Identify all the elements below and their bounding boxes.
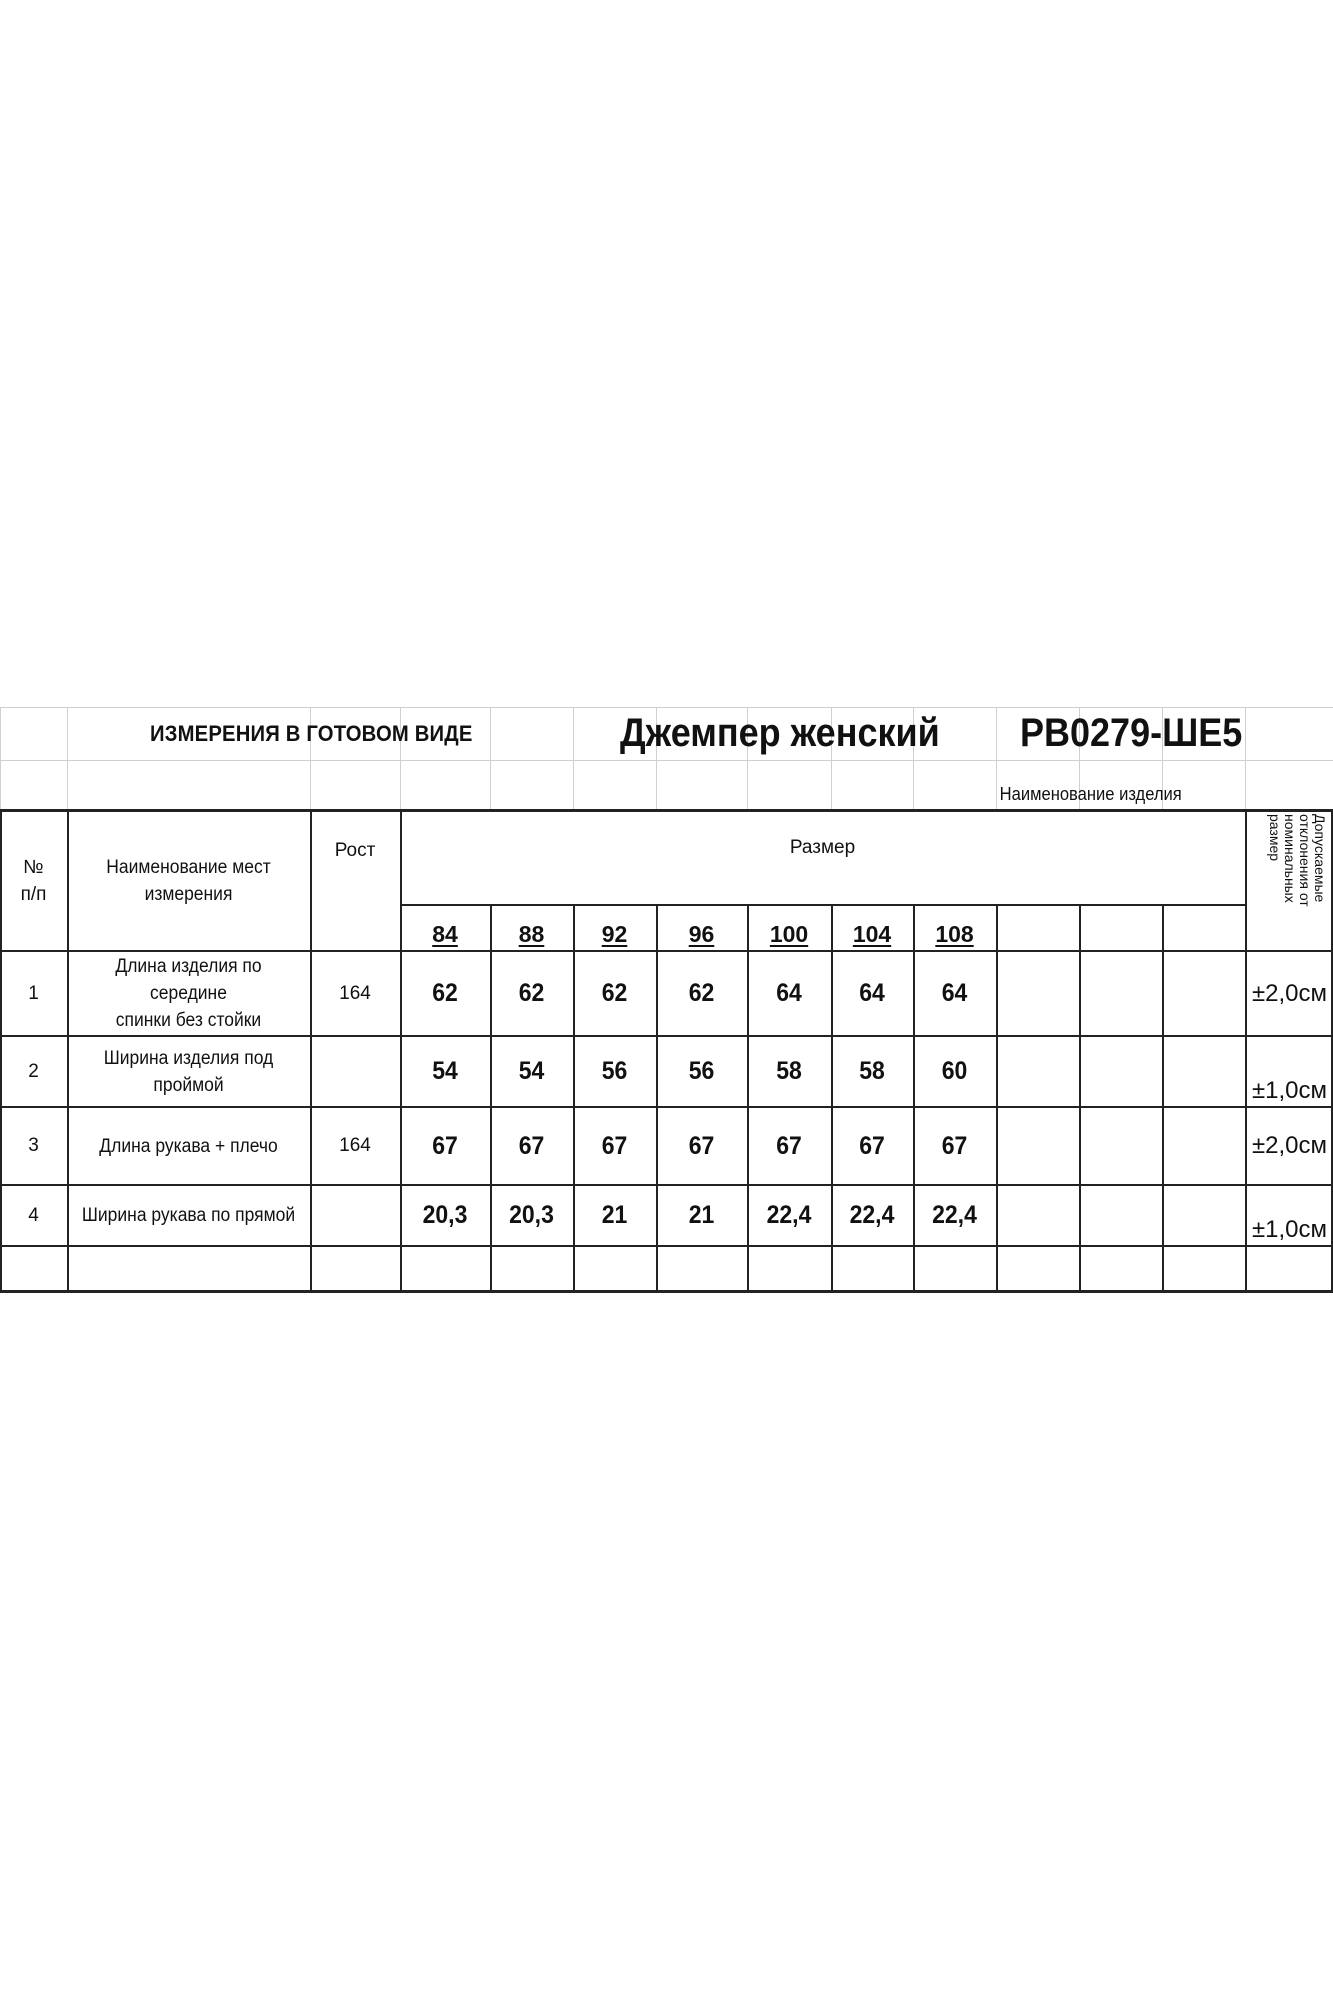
- column-header-number: № п/п: [20, 856, 47, 905]
- measurement-value: 67: [859, 1131, 885, 1160]
- size-column-rule: [996, 904, 998, 1292]
- row-number: 3: [28, 1135, 39, 1156]
- measurement-value: 56: [601, 1057, 628, 1085]
- row-height: 164: [339, 1135, 371, 1156]
- measurement-value: 67: [776, 1131, 802, 1160]
- measurement-name: Ширина изделия под проймой: [103, 1047, 274, 1096]
- row-number: 2: [28, 1060, 39, 1082]
- measurement-name: Длина рукава + плечо: [99, 1135, 278, 1157]
- measurement-value: 67: [688, 1131, 715, 1160]
- row-number: 1: [28, 982, 39, 1004]
- column-header-height: Рост: [334, 839, 376, 861]
- measurement-value: 56: [688, 1057, 715, 1085]
- size-header-104: 104: [852, 921, 892, 947]
- measurement-value: 58: [776, 1057, 802, 1085]
- measurement-value: 22,4: [766, 1201, 812, 1229]
- size-column-rule: [747, 904, 749, 1292]
- row-number: 4: [28, 1204, 39, 1226]
- size-column-rule: [656, 904, 658, 1292]
- size-header-96: 96: [688, 921, 715, 947]
- size-header-100: 100: [769, 921, 809, 947]
- size-column-rule: [831, 904, 833, 1292]
- size-header-88: 88: [518, 921, 545, 947]
- size-header-92: 92: [601, 921, 628, 947]
- measurement-name: Ширина рукава по прямой: [81, 1205, 296, 1226]
- row-height: 164: [339, 982, 371, 1004]
- size-column-rule: [573, 904, 575, 1292]
- measurement-value: 67: [432, 1131, 458, 1160]
- measurement-value: 62: [601, 979, 628, 1007]
- measurement-value: 21: [688, 1201, 715, 1229]
- product-name: Джемпер женский: [620, 711, 940, 755]
- column-header-size: Размер: [789, 836, 856, 858]
- grid-header-line: [0, 760, 1333, 761]
- measurement-value: 20,3: [509, 1201, 554, 1229]
- size-header-84: 84: [432, 921, 458, 947]
- measurement-value: 67: [941, 1131, 968, 1160]
- measurement-value: 64: [941, 979, 968, 1007]
- row-height: [310, 1036, 400, 1107]
- measurement-name: Длина изделия по середине спинки без стойки: [115, 956, 262, 1031]
- tolerance-value: ±1,0см: [1251, 1077, 1327, 1104]
- measurement-value: 54: [432, 1057, 458, 1085]
- section-title: ИЗМЕРЕНИЯ В ГОТОВОМ ВИДЕ: [150, 720, 473, 746]
- row-height: [310, 1185, 400, 1246]
- tolerance-value: ±2,0см: [1251, 1132, 1327, 1159]
- column-rule: [67, 810, 69, 1292]
- measurement-value: 67: [601, 1131, 628, 1160]
- column-header-tolerance: Допускаемые отклонения от номинальных размер: [1267, 814, 1328, 907]
- column-header-measurement: Наименование мест измерения: [106, 856, 271, 905]
- tolerance-value: ±2,0см: [1251, 979, 1327, 1007]
- measurement-value: 60: [941, 1057, 968, 1085]
- grid-header-vline: [0, 707, 1, 810]
- measurement-value: 22,4: [849, 1201, 895, 1229]
- measurement-value: 64: [776, 979, 802, 1007]
- measurement-value: 54: [518, 1057, 545, 1085]
- measurement-value: 64: [859, 979, 885, 1007]
- tolerance-value: ±1,0см: [1251, 1216, 1327, 1243]
- measurement-value: 62: [518, 979, 545, 1007]
- row-rule: [0, 1290, 1333, 1293]
- article-number: РВ0279-ШЕ5: [1020, 711, 1243, 755]
- size-column-rule: [1079, 904, 1081, 1292]
- measurement-value: 21: [601, 1201, 628, 1229]
- size-column-rule: [913, 904, 915, 1292]
- measurement-value: 58: [859, 1057, 885, 1085]
- measurement-value: 62: [432, 979, 458, 1007]
- grid-header-vline: [67, 707, 68, 810]
- measurement-value: 22,4: [932, 1201, 977, 1229]
- measurement-value: 67: [518, 1131, 545, 1160]
- measurement-value: 62: [688, 979, 715, 1007]
- product-name-label: Наименование изделия: [999, 783, 1182, 804]
- size-header-108: 108: [935, 921, 974, 947]
- measurement-value: 20,3: [422, 1201, 468, 1229]
- size-column-rule: [490, 904, 492, 1292]
- size-column-rule: [1162, 904, 1164, 1292]
